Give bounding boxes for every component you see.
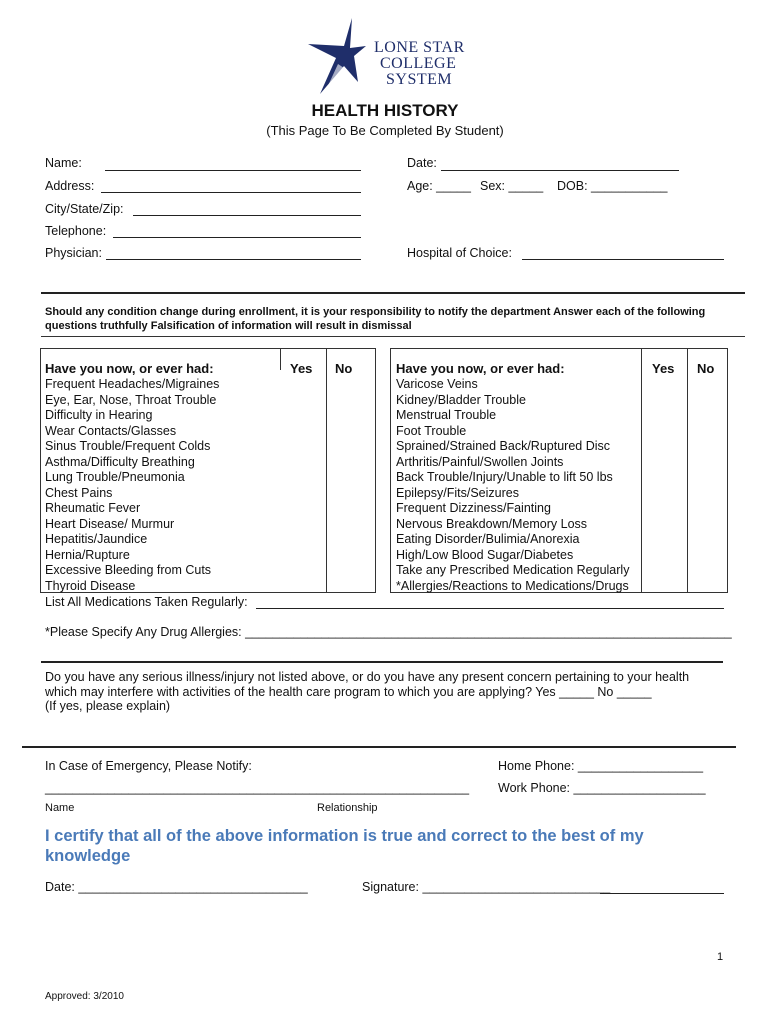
condition-item: *Allergies/Reactions to Medications/Drugs [396, 578, 629, 593]
date-label: Date: [407, 156, 437, 170]
condition-item: Thyroid Disease [45, 578, 136, 593]
condition-item: Arthritis/Painful/Swollen Joints [396, 454, 564, 469]
condition-item: Varicose Veins [396, 377, 478, 391]
medications-label: List All Medications Taken Regularly: [45, 595, 248, 609]
logo-line-1: LONE STAR [374, 39, 465, 56]
conditions-list-left [45, 377, 219, 594]
condition-item: Excessive Bleeding from Cuts [45, 563, 212, 577]
conditions-list-right [396, 377, 629, 594]
column-divider [326, 348, 327, 592]
column-divider [280, 348, 281, 370]
physician-label: Physician: [45, 246, 102, 260]
divider [41, 661, 723, 663]
logo-line-3: SYSTEM [386, 71, 453, 88]
divider [41, 336, 745, 337]
date-field[interactable] [441, 170, 679, 171]
home-phone-field[interactable]: Home Phone: __________________ [498, 759, 704, 773]
divider [41, 292, 745, 294]
condition-item: Nervous Breakdown/Memory Loss [396, 516, 588, 531]
page-subtitle: (This Page To Be Completed By Student) [266, 123, 504, 138]
condition-item: Rheumatic Fever [45, 501, 141, 515]
conditions-heading-left: Have you now, or ever had: [45, 361, 214, 376]
condition-item: Frequent Dizziness/Fainting [396, 501, 551, 515]
conditions-heading-right: Have you now, or ever had: [396, 361, 565, 376]
condition-item: High/Low Blood Sugar/Diabetes [396, 547, 574, 562]
condition-item: Eating Disorder/Bulimia/Anorexia [396, 532, 580, 546]
condition-item: Heart Disease/ Murmur [45, 516, 175, 531]
condition-item: Foot Trouble [396, 423, 467, 438]
city-field[interactable] [133, 215, 361, 216]
logo-line-2: COLLEGE [380, 55, 457, 72]
work-phone-field[interactable]: Work Phone: ___________________ [498, 781, 706, 795]
emergency-contact-field[interactable]: _____________________________________________________________ [45, 781, 470, 795]
name-caption: Name [45, 802, 75, 814]
page-number: 1 [717, 951, 724, 963]
name-label: Name: [45, 156, 82, 170]
address-label: Address: [45, 179, 95, 193]
yes-column-header: Yes [290, 361, 313, 376]
column-divider [641, 348, 642, 592]
serious-illness-question [45, 670, 689, 714]
emergency-notify-label: In Case of Emergency, Please Notify: [45, 759, 252, 773]
condition-item: Lung Trouble/Pneumonia [45, 470, 185, 484]
name-field[interactable] [105, 170, 361, 171]
condition-item: Asthma/Difficulty Breathing [45, 454, 195, 469]
serious-illness-line-2[interactable]: which may interfere with activities of the health care program to which you are applying? Yes _____ No _____ [45, 684, 652, 699]
condition-item: Chest Pains [45, 485, 113, 500]
age-field[interactable]: Age: _____ [407, 179, 471, 193]
signature-line[interactable] [600, 893, 724, 894]
page-title: HEALTH HISTORY [311, 101, 459, 120]
city-label: City/State/Zip: [45, 202, 124, 216]
telephone-field[interactable] [113, 237, 361, 238]
dob-field[interactable]: DOB: ___________ [557, 179, 668, 193]
condition-item: Wear Contacts/Glasses [45, 423, 177, 438]
certification-statement: I certify that all of the above information is true and correct to the best of my knowledge [45, 827, 644, 865]
condition-item: Menstrual Trouble [396, 408, 497, 422]
condition-item: Difficulty in Hearing [45, 408, 153, 422]
serious-illness-line-3: (If yes, please explain) [45, 699, 171, 713]
physician-field[interactable] [106, 259, 361, 260]
notice-text: Should any condition change during enrollment, it is your responsibility to notify the department Answer each of the following questions truthfully Falsification of information will result in dismissal [45, 306, 706, 332]
star-logo-icon [300, 16, 370, 96]
hospital-field[interactable] [522, 259, 724, 260]
condition-item: Kidney/Bladder Trouble [396, 392, 526, 407]
condition-item: Take any Prescribed Medication Regularly [396, 563, 630, 577]
condition-item: Back Trouble/Injury/Unable to lift 50 lbs [396, 470, 613, 484]
relationship-caption: Relationship [317, 802, 378, 814]
medications-field[interactable] [256, 608, 724, 609]
condition-item: Sprained/Strained Back/Ruptured Disc [396, 439, 611, 453]
column-divider [687, 348, 688, 592]
condition-item: Eye, Ear, Nose, Throat Trouble [45, 392, 217, 407]
approved-date: Approved: 3/2010 [45, 991, 124, 1002]
address-field[interactable] [101, 192, 361, 193]
no-column-header: No [335, 361, 353, 376]
drug-allergies-field[interactable]: *Please Specify Any Drug Allergies: ______________________________________________________________________ [45, 625, 732, 639]
telephone-label: Telephone: [45, 224, 107, 238]
sex-field[interactable]: Sex: _____ [480, 179, 544, 193]
no-column-header: No [697, 361, 715, 376]
yes-column-header: Yes [652, 361, 675, 376]
condition-item: Epilepsy/Fits/Seizures [396, 485, 519, 500]
condition-item: Frequent Headaches/Migraines [45, 377, 220, 391]
sign-date-field[interactable]: Date: _________________________________ [45, 880, 308, 894]
condition-item: Hepatitis/Jaundice [45, 532, 148, 546]
serious-illness-line-1: Do you have any serious illness/injury not listed above, or do you have any present concern pertaining to your health [45, 670, 690, 684]
divider [22, 746, 736, 748]
condition-item: Sinus Trouble/Frequent Colds [45, 439, 211, 453]
signature-field[interactable]: Signature: ___________________________ [362, 880, 611, 894]
hospital-label: Hospital of Choice: [407, 246, 512, 260]
condition-item: Hernia/Rupture [45, 547, 130, 562]
college-logo [300, 16, 475, 96]
